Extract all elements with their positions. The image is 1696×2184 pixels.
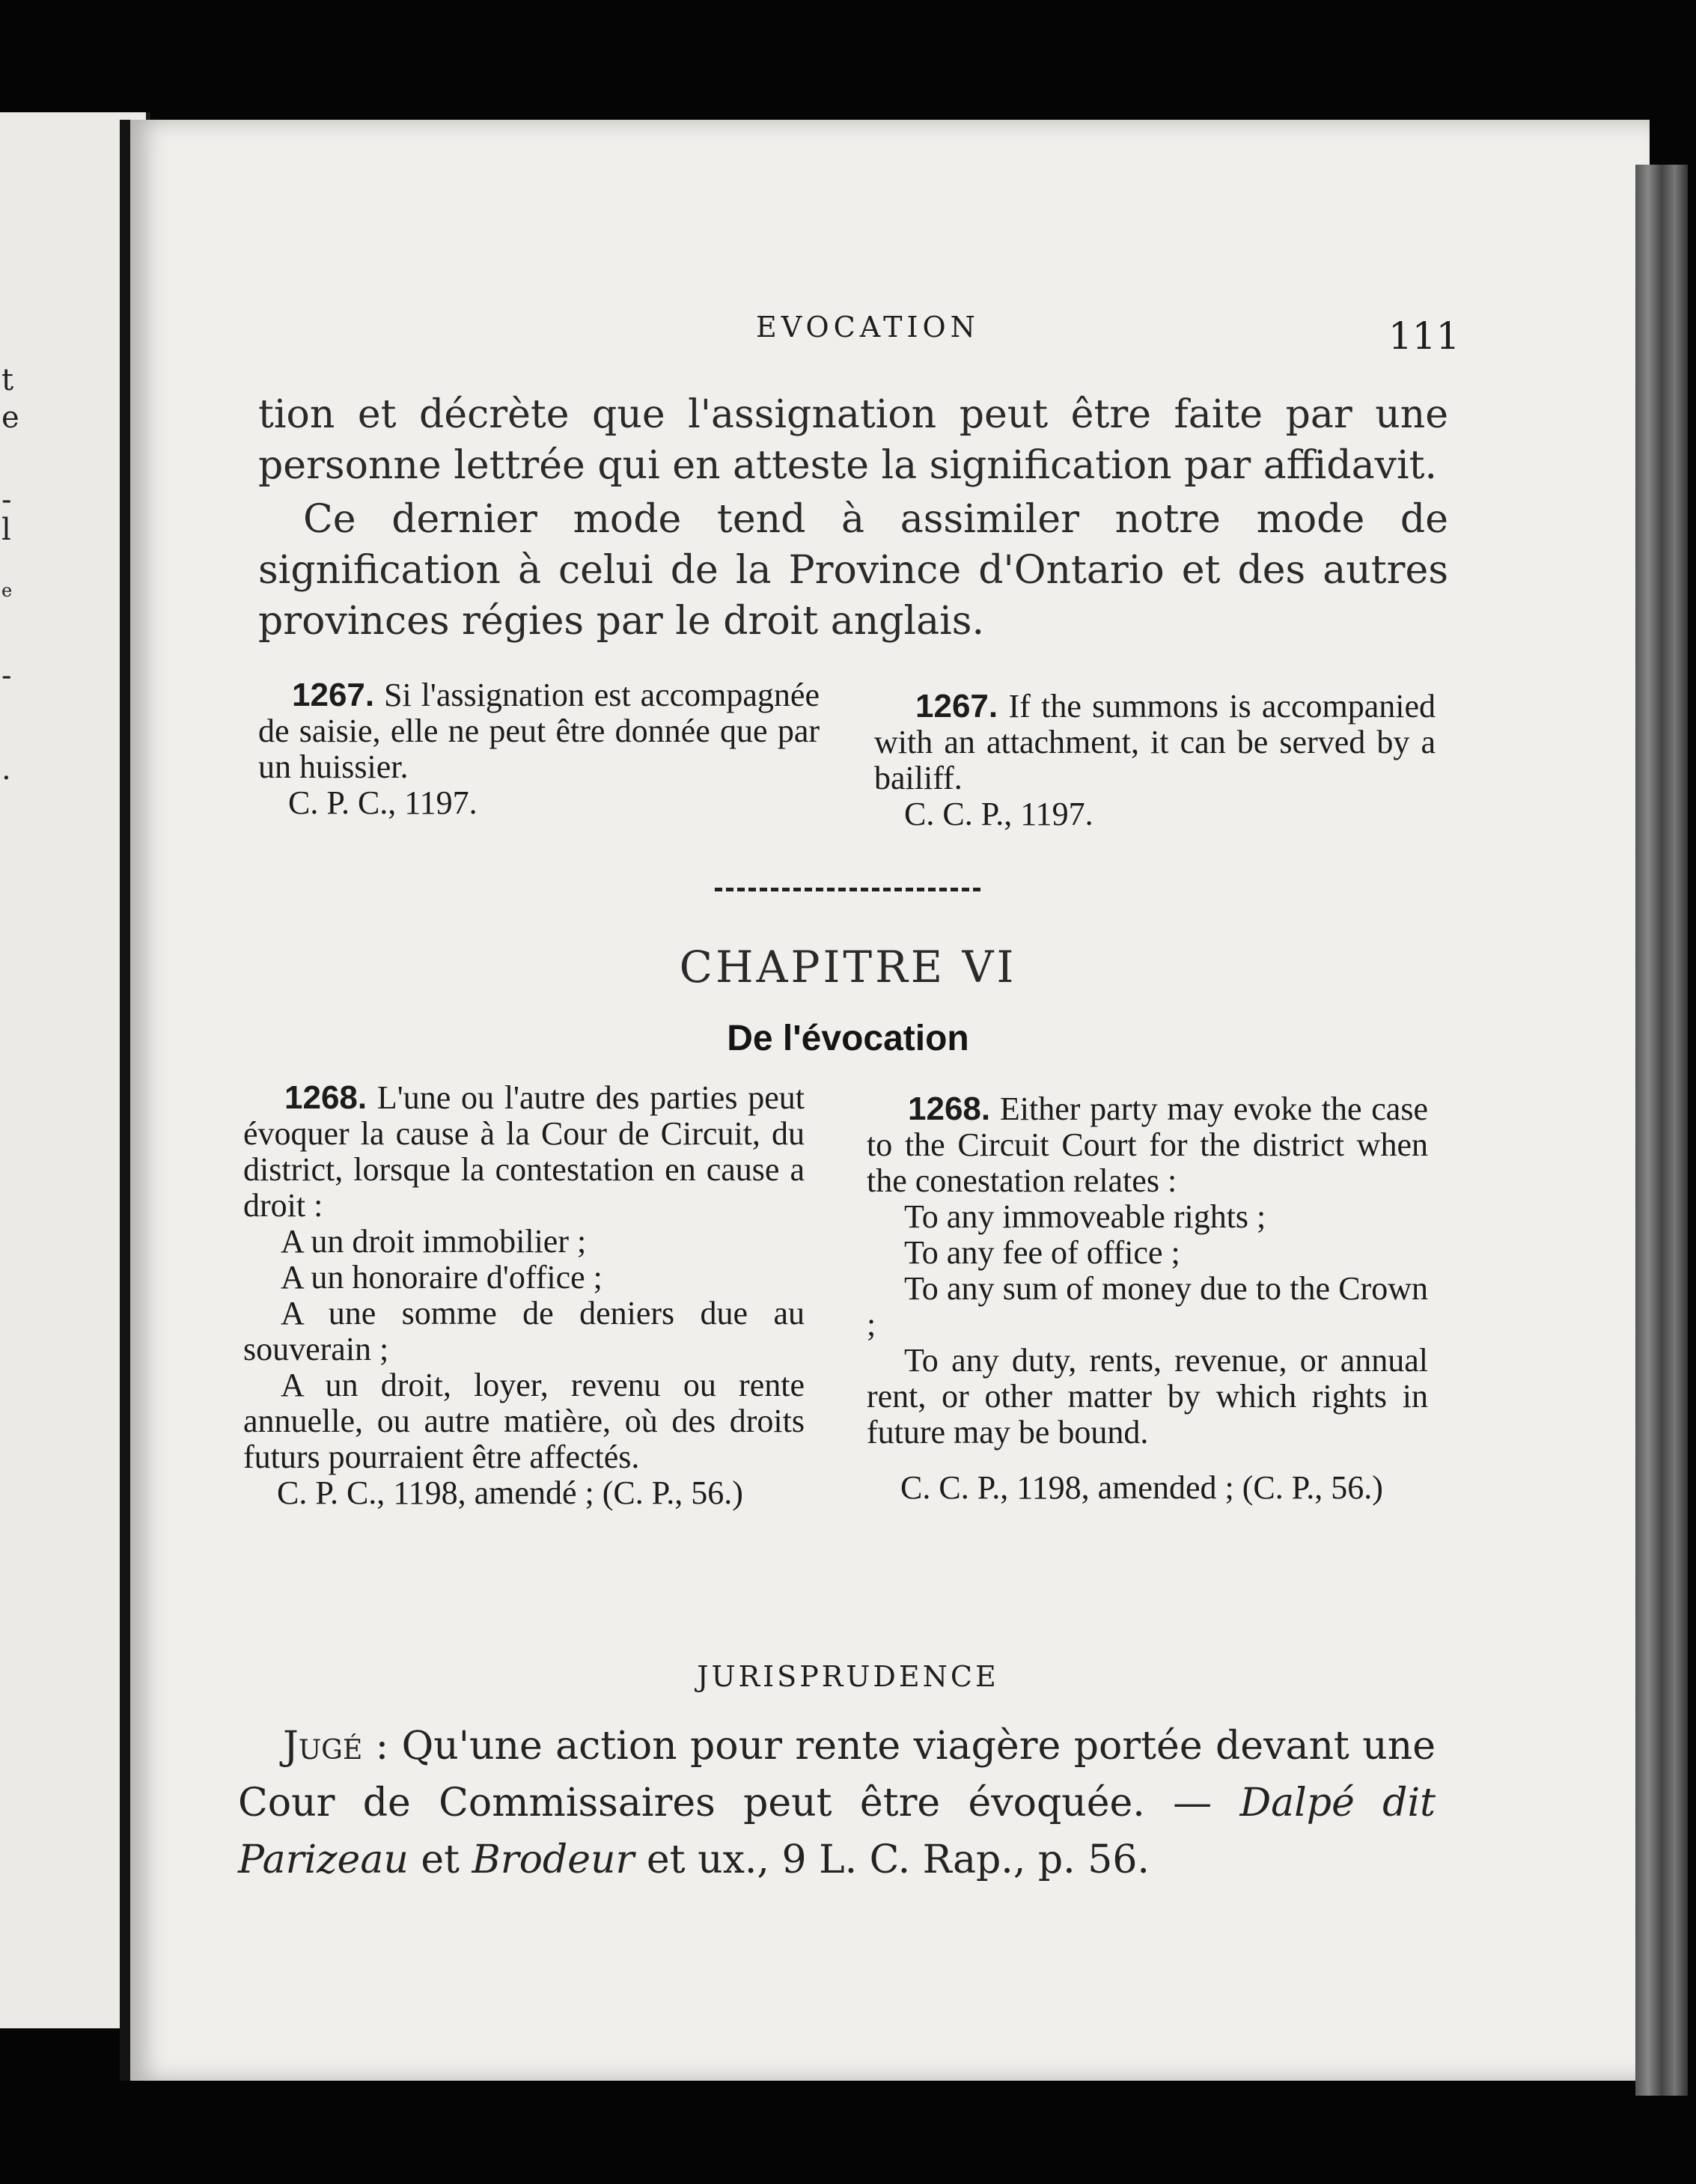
article-reference: C. C. P., 1198, amended ; (C. P., 56.) — [900, 1469, 1383, 1506]
jurisprudence-paragraph — [238, 1718, 1436, 1888]
article-item: To any immoveable rights ; — [904, 1198, 1266, 1235]
left-page-fragment: . — [1, 752, 11, 787]
article-text: Si l'assignation est accompagnée de saisie, elle ne peut être donnée que par un huissier. — [258, 677, 820, 785]
article-item: To any sum of money due to the Crown ; — [867, 1270, 1428, 1343]
article-1268-fr — [243, 1080, 805, 1511]
article-text: If the summons is accompanied with an attachment, it can be served by a bailiff. — [874, 688, 1436, 796]
intro-paragraph-1: tion et décrète que l'assignation peut être faite par une personne lettrée qui en atteste la signification par affidavit. — [258, 392, 1448, 488]
article-1268-en — [867, 1091, 1428, 1506]
jurisprudence-label: Jugé — [283, 1724, 363, 1769]
left-page-fragment: t — [1, 363, 14, 397]
section-divider — [715, 888, 980, 891]
article-number: 1267. — [292, 677, 375, 713]
left-page-fragment: - — [1, 659, 12, 693]
case-name: Brodeur — [472, 1837, 635, 1882]
article-reference: C. C. P., 1197. — [904, 796, 1093, 832]
page-number: 111 — [1388, 314, 1460, 358]
case-name: Dalpé dit Parizeau — [238, 1781, 1436, 1882]
left-page-fragment: e — [1, 580, 13, 601]
intro-paragraph-2: Ce dernier mode tend à assimiler notre mode de signification à celui de la Province d'Ontario et des autres provinces régies par le droit anglais. — [258, 497, 1448, 644]
article-item: A un droit immobilier ; — [281, 1223, 587, 1260]
article-item: A une somme de deniers due au souverain ; — [243, 1295, 805, 1367]
chapter-subtitle: De l'évocation — [727, 1019, 969, 1058]
jurisprudence-heading: JURISPRUDENCE — [697, 1660, 999, 1693]
jurisprudence-text: : Qu'une action pour rente viagère portée devant une Cour de Commissaires peut être évoquée. — — [238, 1724, 1436, 1825]
running-title: EVOCATION — [756, 311, 980, 344]
article-reference: C. P. C., 1198, amendé ; (C. P., 56.) — [277, 1474, 743, 1511]
chapter-title: CHAPITRE VI — [679, 942, 1017, 992]
article-text: L'une ou l'autre des parties peut évoquer la cause à la Cour de Circuit, du district, lorsque la contestation en cause a droit : — [243, 1079, 805, 1224]
article-1267-fr — [258, 677, 820, 821]
case-connector: et — [408, 1837, 472, 1882]
left-page-fragment: e — [1, 400, 19, 435]
article-number: 1267. — [915, 688, 998, 725]
article-1267-en — [874, 689, 1436, 832]
article-item: A un honoraire d'office ; — [281, 1259, 603, 1296]
article-text: Either party may evoke the case to the Circuit Court for the district when the conestation relates : — [867, 1091, 1428, 1199]
article-number: 1268. — [908, 1091, 991, 1127]
article-item: To any fee of office ; — [904, 1234, 1180, 1271]
page-stack-edge — [1635, 165, 1688, 2096]
article-number: 1268. — [284, 1079, 367, 1116]
left-page-fragment: l — [1, 513, 11, 547]
article-item: A un droit, loyer, revenu ou rente annuelle, ou autre matière, où des droits futurs pourraient être affectés. — [243, 1367, 805, 1475]
article-reference: C. P. C., 1197. — [288, 784, 478, 821]
left-page-fragment: - — [1, 483, 12, 517]
case-citation: et ux., 9 L. C. Rap., p. 56. — [634, 1837, 1150, 1882]
article-item: To any duty, rents, revenue, or annual rent, or other matter by which rights in future may be bound. — [867, 1342, 1428, 1451]
